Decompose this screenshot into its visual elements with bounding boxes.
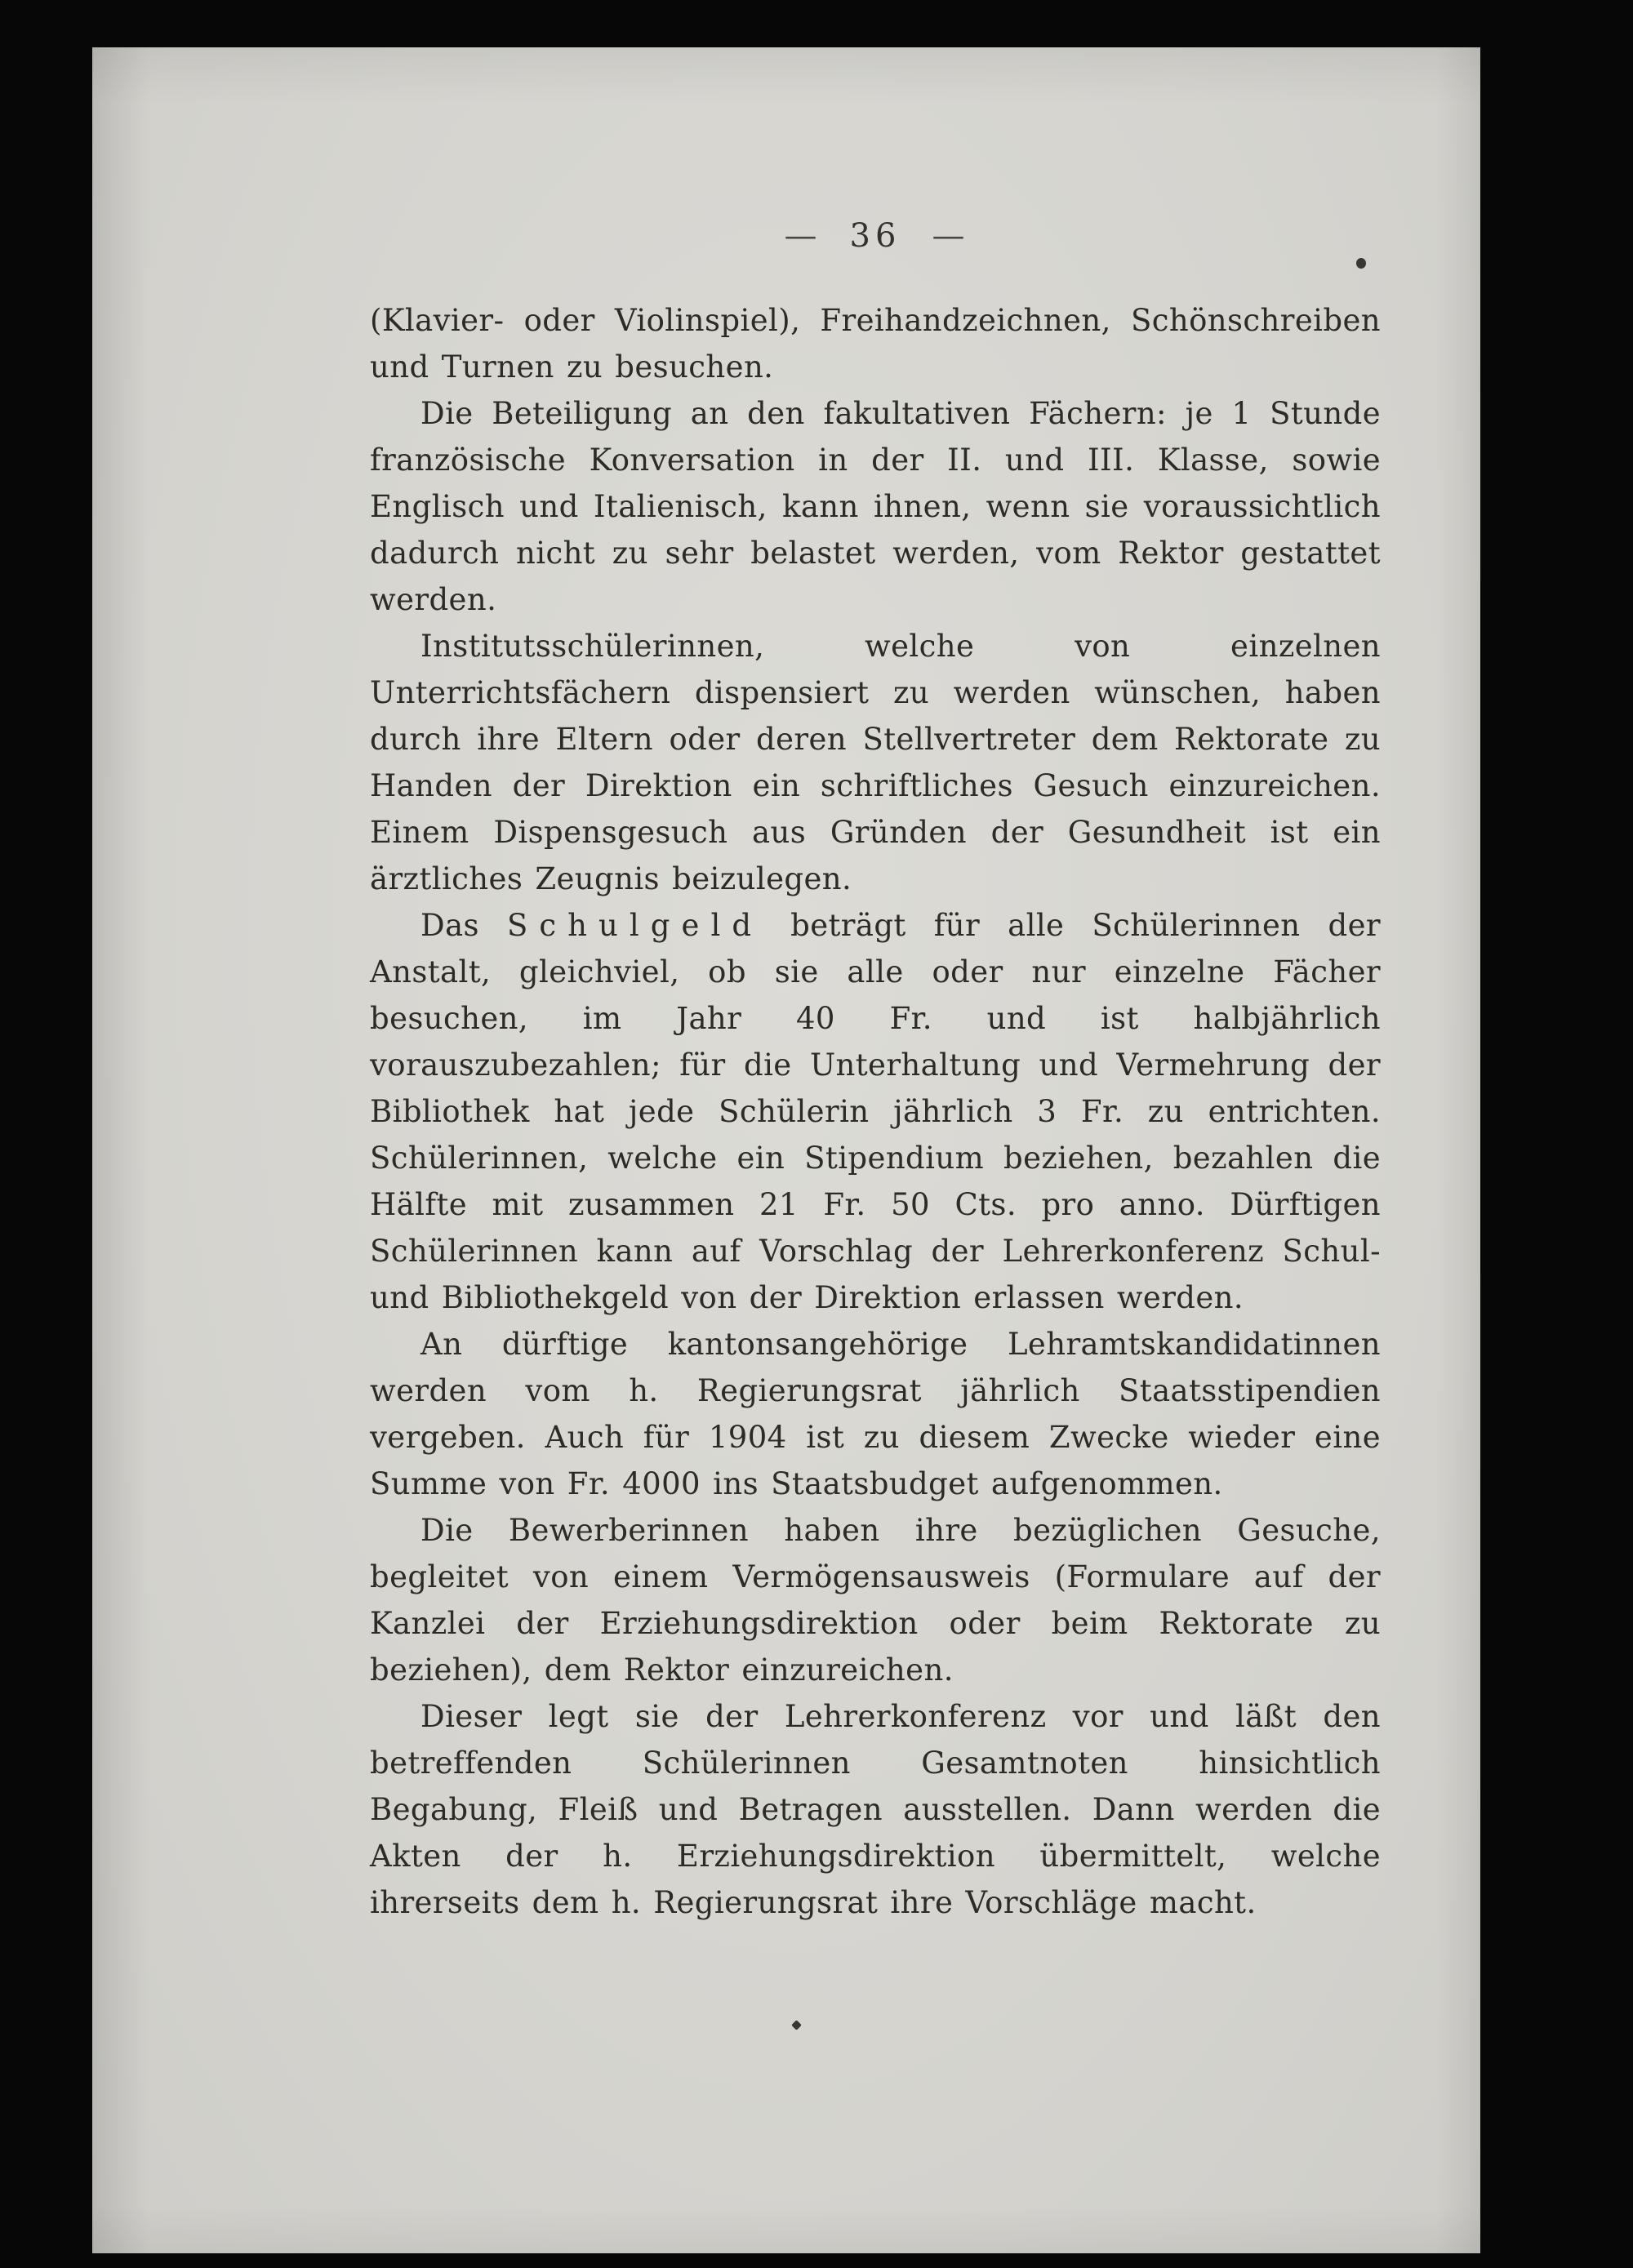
paragraph xyxy=(370,390,1381,623)
paragraph xyxy=(370,1507,1381,1693)
document-page xyxy=(92,47,1480,2253)
text-segment: (Klavier- oder Violinspiel), Freihandzeichnen, Schönschreiben und Turnen zu besuchen. xyxy=(370,303,1381,385)
text-segment: Dieser legt sie der Lehrerkonferenz vor und läßt den betreffenden Schülerinnen Gesamtnoten hinsichtlich Begabung, Fleiß und Betragen ausstellen. Dann werden die Akten der h. Erziehungsdirektion übermittelt, welche ihrerseits dem h. Regierungsrat ihre Vorschläge macht. xyxy=(370,1699,1381,1920)
next-page-edge xyxy=(1488,69,1589,2199)
paragraph xyxy=(370,623,1381,902)
text-segment: beträgt für alle Schülerinnen der Anstalt, gleichviel, ob sie alle oder nur einzelne Fächer besuchen, im Jahr 40 Fr. und ist halbjährlich vorauszubezahlen; für die Unterhaltung und Vermehrung der Bibliothek hat jede Schülerin jährlich 3 Fr. zu entrichten. Schülerinnen, welche ein Stipendium beziehen, bezahlen die Hälfte mit zusammen 21 Fr. 50 Cts. pro anno. Dürftigen Schülerinnen kann auf Vorschlag der Lehrerkonferenz Schul- und Bibliothekgeld von der Direktion erlassen werden. xyxy=(370,908,1382,1315)
emphasized-text: Schulgeld xyxy=(506,908,763,943)
paragraph xyxy=(370,902,1381,1321)
paragraph xyxy=(370,1321,1381,1507)
text-segment: Institutsschülerinnen, welche von einzelnen Unterrichtsfächern dispensiert zu werden wünschen, haben durch ihre Eltern oder deren Stellvertreter dem Rektorate zu Handen der Direktion ein schriftliches Gesuch einzureichen. Einem Dispensgesuch aus Gründen der Gesundheit ist ein ärztliches Zeugnis beizulegen. xyxy=(370,629,1381,896)
text-segment: An dürftige kantonsangehörige Lehramtskandidatinnen werden vom h. Regierungsrat jährlich Staatsstipendien vergeben. Auch für 1904 ist zu diesem Zwecke wieder eine Summe von Fr. 4000 ins Staatsbudget aufgenommen. xyxy=(370,1327,1381,1501)
page-header xyxy=(370,217,1381,255)
page-body-text xyxy=(370,297,1381,1926)
page-content xyxy=(370,217,1381,1926)
text-segment: Die Beteiligung an den fakultativen Fächern: je 1 Stunde französische Konversation in der II. und III. Klasse, sowie Englisch und Italienisch, kann ihnen, wenn sie voraussichtlich dadurch nicht zu sehr belastet werden, vom Rektor gestattet werden. xyxy=(370,396,1381,617)
scan-speck xyxy=(791,2020,802,2030)
text-segment: Das xyxy=(420,908,507,943)
header-dash-left: — xyxy=(784,217,819,255)
paragraph xyxy=(370,297,1381,390)
header-dash-right: — xyxy=(932,217,967,255)
text-segment: Die Bewerberinnen haben ihre bezüglichen Gesuche, begleitet von einem Vermögensausweis (Formulare auf der Kanzlei der Erziehungsdirektion oder beim Rektorate zu beziehen), dem Rektor einzureichen. xyxy=(370,1513,1381,1688)
page-number: 36 xyxy=(849,217,901,255)
paragraph xyxy=(370,1693,1381,1926)
